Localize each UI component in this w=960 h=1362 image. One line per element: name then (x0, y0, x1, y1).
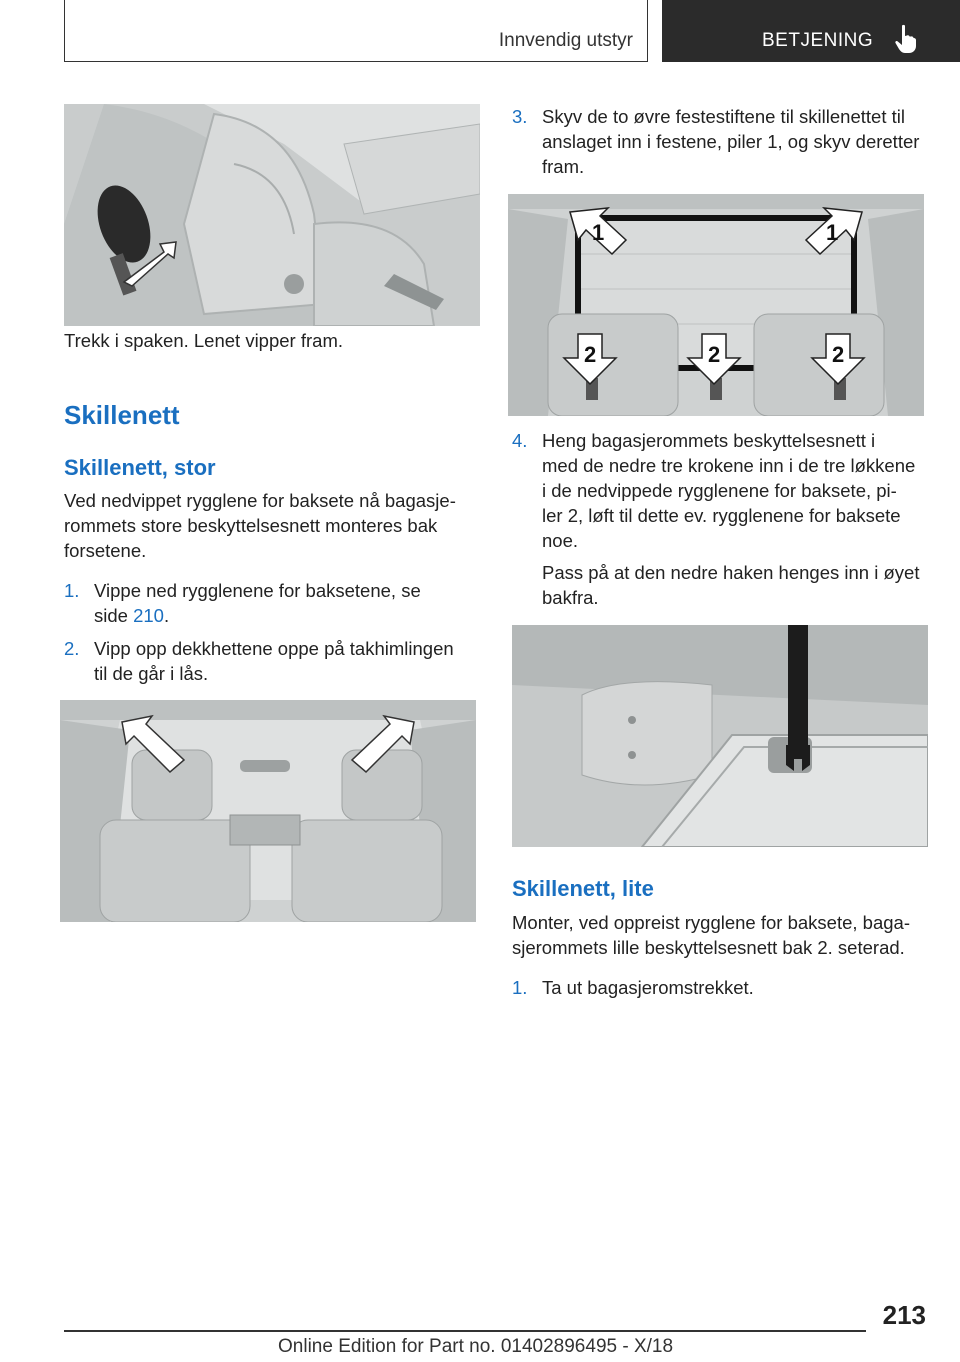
net-install-figure (508, 194, 924, 416)
step-line: Heng bagasjerommets beskyttelsesnett i (542, 430, 876, 451)
pointing-hand-icon (894, 24, 918, 59)
intro-paragraph (64, 488, 456, 563)
intro-line: rommets store beskyttelsesnett monteres bak (64, 515, 438, 536)
step-number: 4. (512, 430, 528, 451)
step-line: side (94, 605, 134, 626)
note-line: Pass på at den nedre haken henges inn i øyet (542, 562, 920, 583)
seat-lever-figure (64, 104, 480, 326)
arrow-label: 1 (592, 220, 605, 245)
header-section-box (64, 0, 648, 62)
arrow-label: 2 (584, 342, 597, 367)
step-text: Ta ut bagasjeromstrekket. (542, 977, 754, 998)
step-line: til de går i lås. (94, 663, 209, 684)
step-line: i de nedvippede rygglenene for baksete, pi- (542, 480, 897, 501)
step-3 (512, 104, 942, 184)
note-line: bakfra. (542, 587, 599, 608)
step-4-note (512, 560, 942, 616)
intro-line: sjerommets lille beskyttelsesnett bak 2. seterad. (512, 937, 905, 958)
step-line: Vipp opp dekkhettene oppe på takhimlingen (94, 638, 454, 659)
headliner-covers-figure (60, 700, 476, 922)
footer-divider (64, 1330, 866, 1332)
arrow-label: 1 (826, 220, 839, 245)
hook-closeup-figure (512, 625, 928, 847)
intro-line: Monter, ved oppreist rygglene for baksete, baga- (512, 912, 910, 933)
step-text (542, 428, 915, 553)
intro-line: forsetene. (64, 540, 147, 561)
note-text (542, 560, 919, 610)
intro-line: Ved nedvippet rygglene for baksete nå bagasje- (64, 490, 456, 511)
caption-seat-lever: Trekk i spaken. Lenet vipper fram. (64, 330, 343, 351)
arrow-label: 2 (708, 342, 721, 367)
step-number: 1. (64, 580, 80, 601)
step-line: fram. (542, 156, 585, 177)
edition-text: Online Edition for Part no. 01402896495 - X/18 (278, 1336, 674, 1357)
step-text (94, 636, 454, 686)
step-line: noe. (542, 530, 579, 551)
step-line: anslaget inn i festene, piler 1, og skyv deretter (542, 131, 920, 152)
arrow-label: 2 (832, 342, 845, 367)
step-line: Skyv de to øvre festestiftene til skillenettet til (542, 106, 905, 127)
step-1 (64, 578, 484, 628)
page-number: 213 (882, 1300, 926, 1330)
step-1b (512, 975, 942, 1003)
header-chapter-box (662, 0, 960, 62)
section-title: Innvendig utstyr (498, 30, 633, 51)
step-line: ler 2, løft til dette ev. rygglenene for baksete (542, 505, 901, 526)
step-line: . (163, 605, 170, 626)
subheading-skillenett-stor: Skillenett, stor (64, 455, 216, 480)
step-line: Vippe ned rygglenene for baksetene, se (94, 580, 421, 601)
step-text (542, 104, 919, 179)
step-2 (64, 636, 484, 686)
page-reference-link[interactable]: 210 (133, 605, 164, 626)
step-number: 1. (512, 977, 528, 998)
step-number: 2. (64, 638, 80, 659)
step-number: 3. (512, 106, 528, 127)
step-text (94, 578, 421, 628)
chapter-title: BETJENING (762, 30, 874, 51)
heading-skillenett: Skillenett (64, 400, 180, 430)
intro-paragraph-2 (512, 910, 910, 960)
step-line: med de nedre tre krokene inn i de tre løkkene (542, 455, 916, 476)
subheading-skillenett-lite: Skillenett, lite (512, 876, 654, 901)
